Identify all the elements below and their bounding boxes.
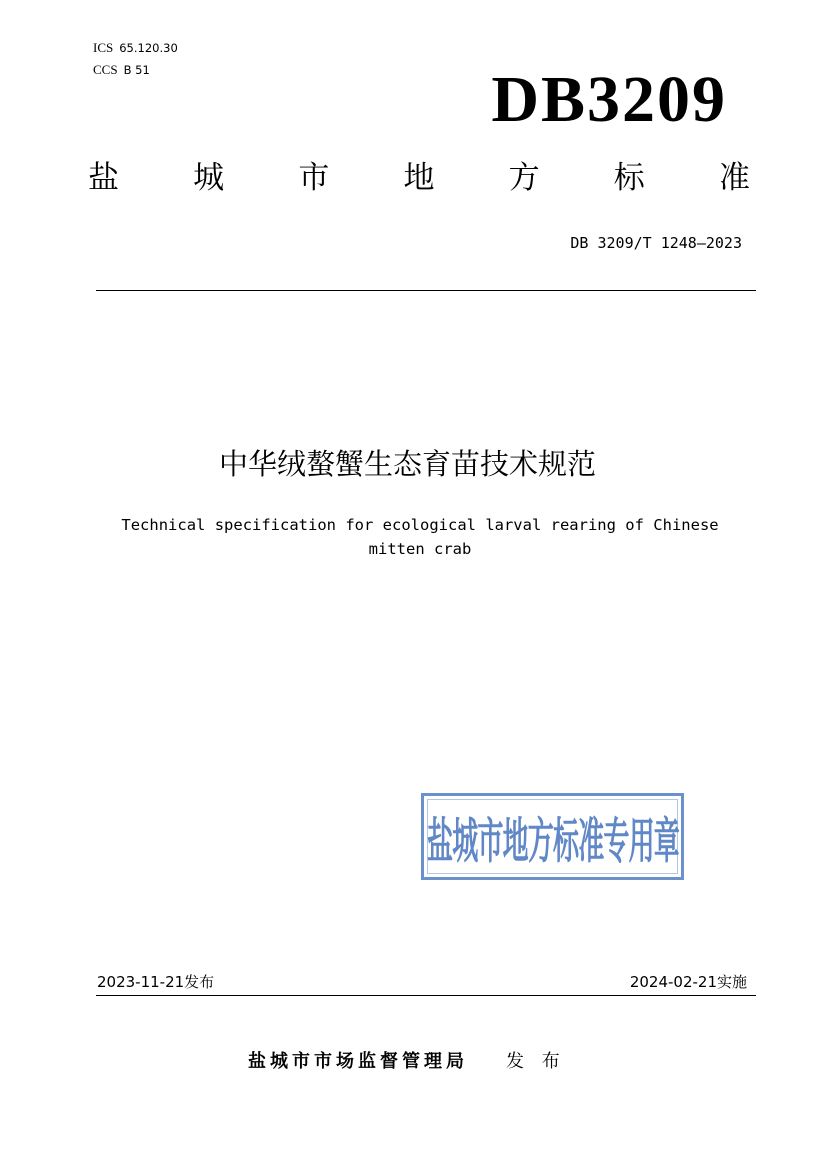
issuer-name: 盐城市市场监督管理局 (248, 1051, 468, 1072)
official-seal-stamp (421, 793, 684, 880)
standard-type-char: 地 (403, 160, 435, 196)
ics-label: ICS (93, 40, 114, 55)
ics-classification (93, 40, 178, 56)
ics-code: 65.120.30 (119, 41, 178, 55)
document-title-chinese: 中华绒螯蟹生态育苗技术规范 (218, 447, 596, 481)
standard-type-char: 城 (193, 160, 225, 196)
issuer-action: 发 布 (506, 1051, 566, 1072)
seal-text: 盐城市地方标准专用章 (426, 814, 679, 870)
standard-type-char: 盐 (88, 160, 119, 196)
ccs-label: CCS (93, 62, 118, 77)
issuer (248, 1049, 566, 1075)
standard-type-char: 标 (613, 160, 645, 196)
standard-type-char: 方 (508, 160, 540, 196)
standard-type-char: 准 (718, 160, 750, 196)
footer-divider (96, 995, 756, 996)
implementation-date: 2024-02-21实施 (629, 973, 747, 991)
standard-type (88, 154, 750, 202)
document-title-english: Technical specification for ecological larval rearing of Chinese mitten crab (121, 516, 719, 558)
ccs-classification (93, 62, 150, 78)
ccs-code: B 51 (123, 63, 150, 77)
issue-date: 2023-11-21发布 (97, 973, 215, 991)
standard-code: DB3209 (491, 63, 727, 136)
header-divider (96, 290, 756, 291)
standard-number: DB 3209/T 1248—2023 (570, 234, 742, 252)
standard-type-char: 市 (298, 160, 330, 196)
